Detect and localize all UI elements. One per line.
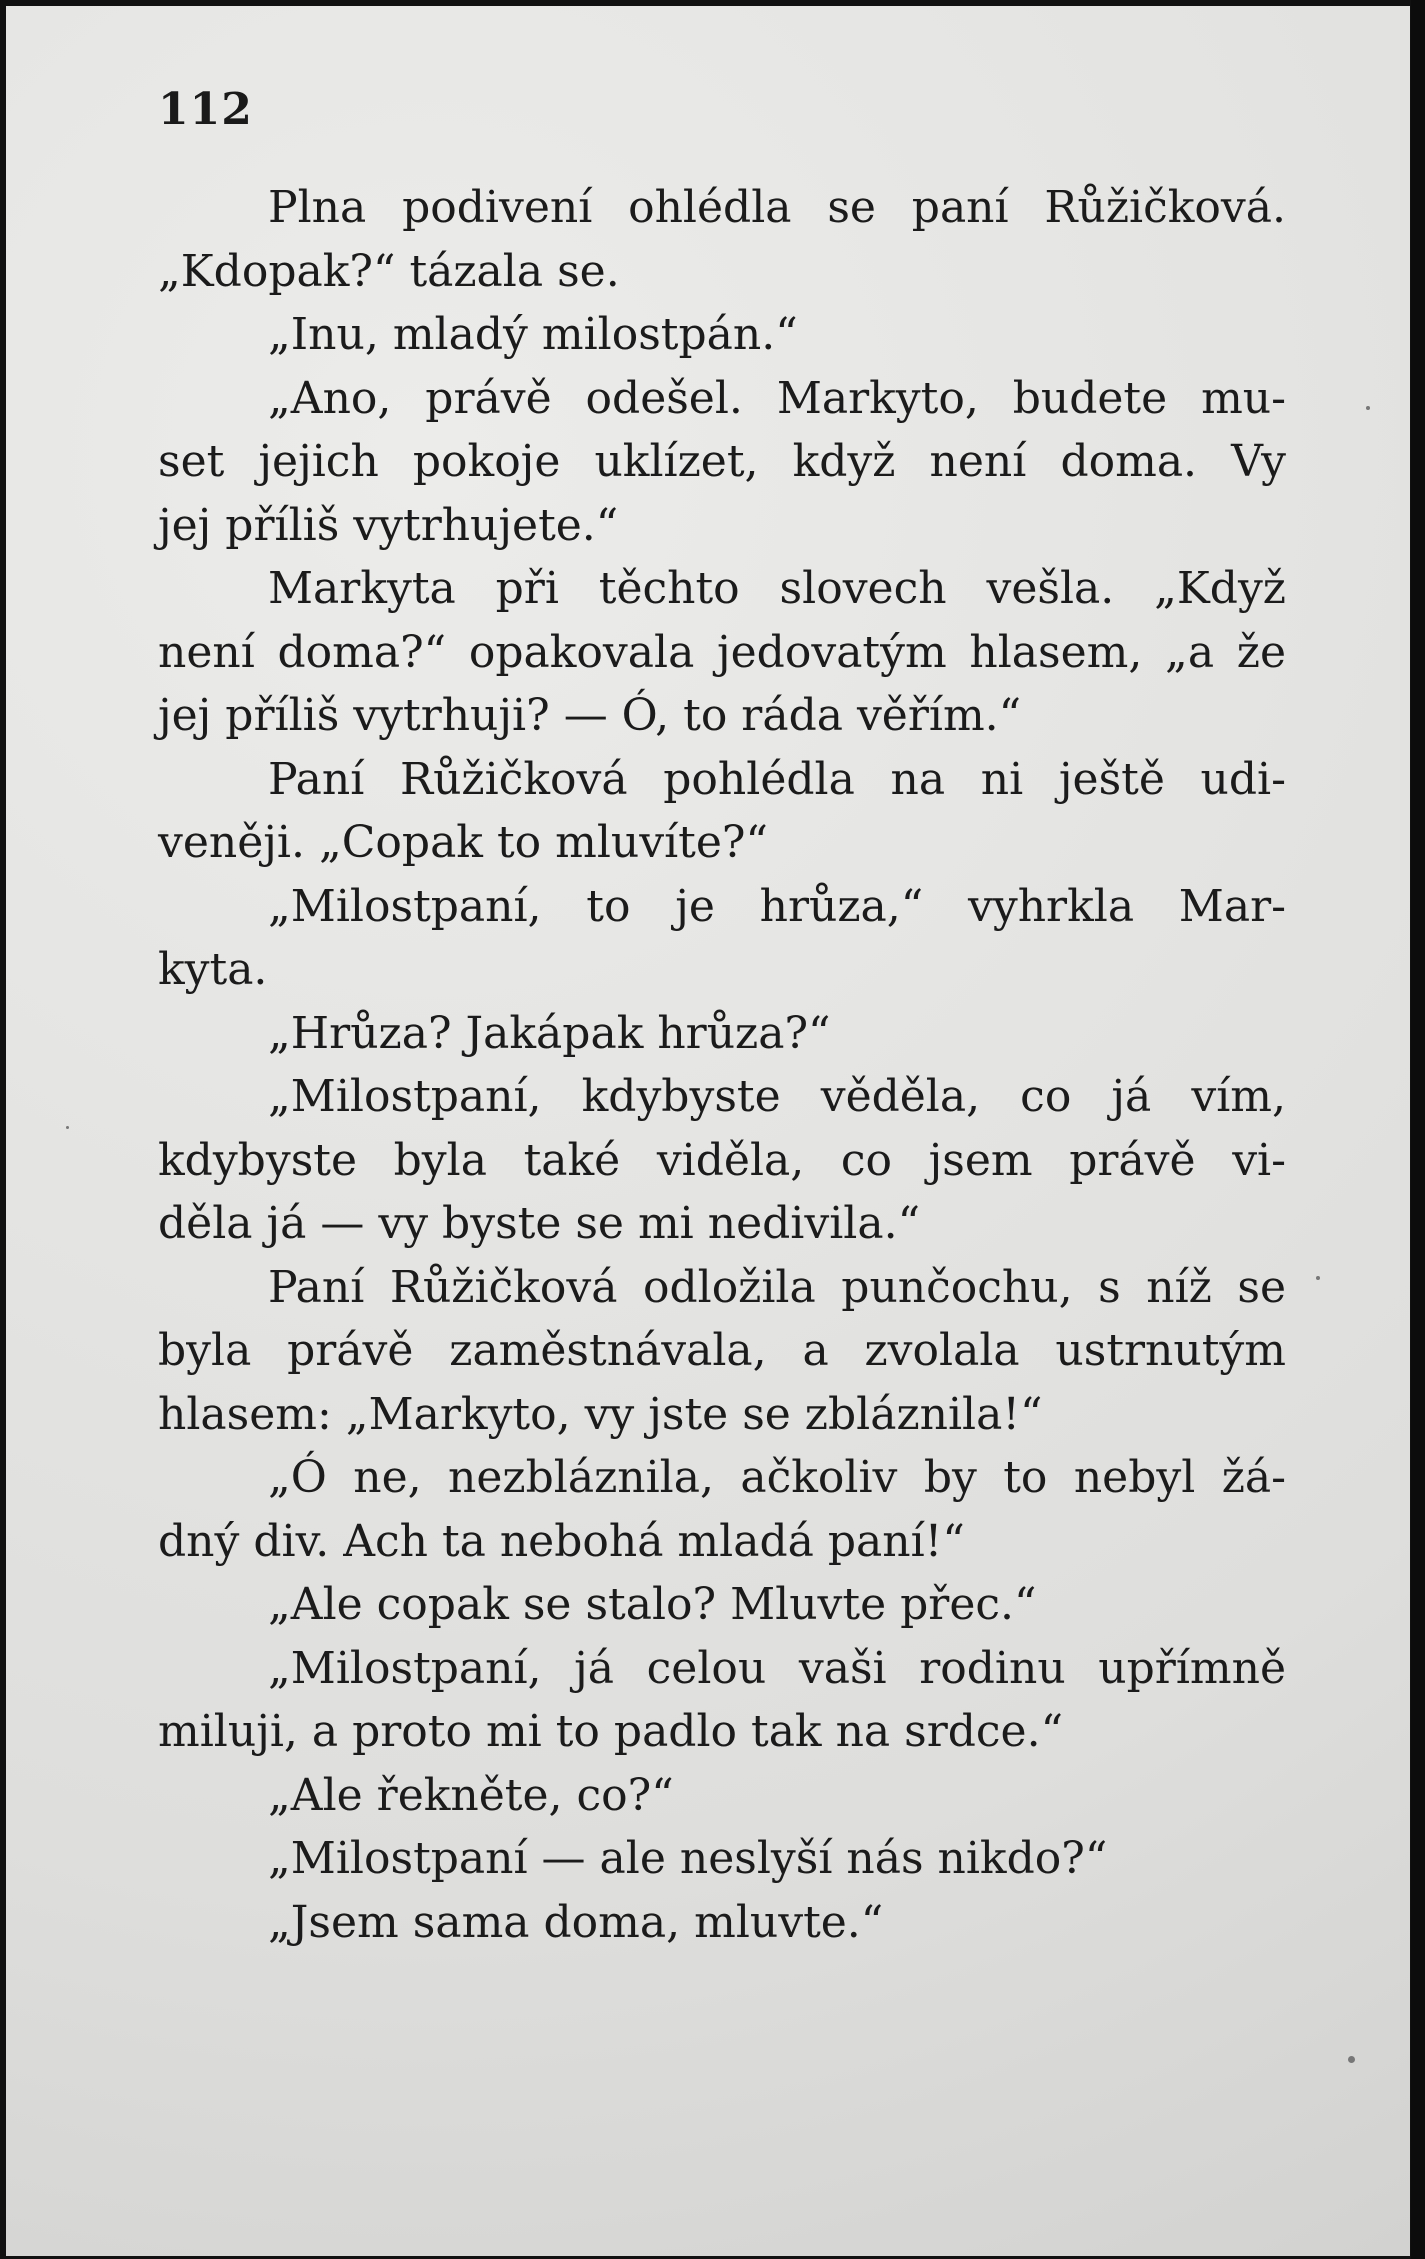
text-line: kdybyste byla také viděla, co jsem právě vi- <box>158 1134 1286 1186</box>
text-line: není doma?“ opakovala jedovatým hlasem, „a že <box>158 626 1286 678</box>
book-page <box>6 6 1410 2256</box>
text-line: hlasem: „Markyto, vy jste se zbláznila!“ <box>158 1388 1043 1440</box>
text-line: set jejich pokoje uklízet, když není doma. Vy <box>158 436 1286 487</box>
paper-speck <box>1366 406 1370 410</box>
text-line: „Kdopak?“ tázala se. <box>158 245 620 297</box>
text-line: kyta. <box>158 944 268 995</box>
text-line: „Hrůza? Jakápak hrůza?“ <box>268 1007 831 1059</box>
text-line: „Jsem sama doma, mluvte.“ <box>268 1896 884 1948</box>
text-line: „Milostpaní, to je hrůza,“ vyhrkla Mar- <box>268 880 1286 932</box>
text-line: dný div. Ach ta nebohá mladá paní!“ <box>158 1515 965 1567</box>
text-line: miluji, a proto mi to padlo tak na srdce.“ <box>158 1706 1064 1757</box>
text-line: „Ano, právě odešel. Markyto, budete mu- <box>268 372 1286 424</box>
text-line: Markyta při těchto slovech vešla. „Když <box>268 563 1286 614</box>
text-line: byla právě zaměstnávala, a zvolala ustrnutým <box>158 1325 1286 1376</box>
text-line: „Inu, mladý milostpán.“ <box>268 309 798 360</box>
page-edge-shadow <box>1411 0 1425 2259</box>
text-line: „Ale copak se stalo? Mluvte přec.“ <box>268 1579 1037 1630</box>
text-line: jej příliš vytrhujete.“ <box>158 499 619 551</box>
text-line: „Milostpaní — ale neslyší nás nikdo?“ <box>268 1833 1108 1884</box>
text-line: Paní Růžičková odložila punčochu, s níž se <box>268 1261 1286 1313</box>
text-line: „Milostpaní, kdybyste věděla, co já vím, <box>268 1071 1286 1122</box>
text-line: jej příliš vytrhuji? — Ó, to ráda věřím.“ <box>158 690 1022 741</box>
text-line: „Ale řekněte, co?“ <box>268 1769 674 1821</box>
text-line: veněji. „Copak to mluvíte?“ <box>158 817 768 868</box>
paper-speck <box>66 1126 69 1129</box>
text-line: Paní Růžičková pohlédla na ni ještě udi- <box>268 753 1286 805</box>
paper-speck <box>1316 1276 1320 1280</box>
paper-speck <box>1348 2056 1355 2063</box>
page-number: 112 <box>158 84 253 135</box>
text-line: Plna podivení ohlédla se paní Růžičková. <box>268 182 1286 233</box>
text-line: „Milostpaní, já celou vaši rodinu upřímně <box>268 1642 1286 1694</box>
text-line: „Ó ne, nezbláznila, ačkoliv by to nebyl žá- <box>268 1452 1286 1503</box>
text-line: děla já — vy byste se mi nedivila.“ <box>158 1198 921 1249</box>
page-text <box>158 176 1286 1954</box>
